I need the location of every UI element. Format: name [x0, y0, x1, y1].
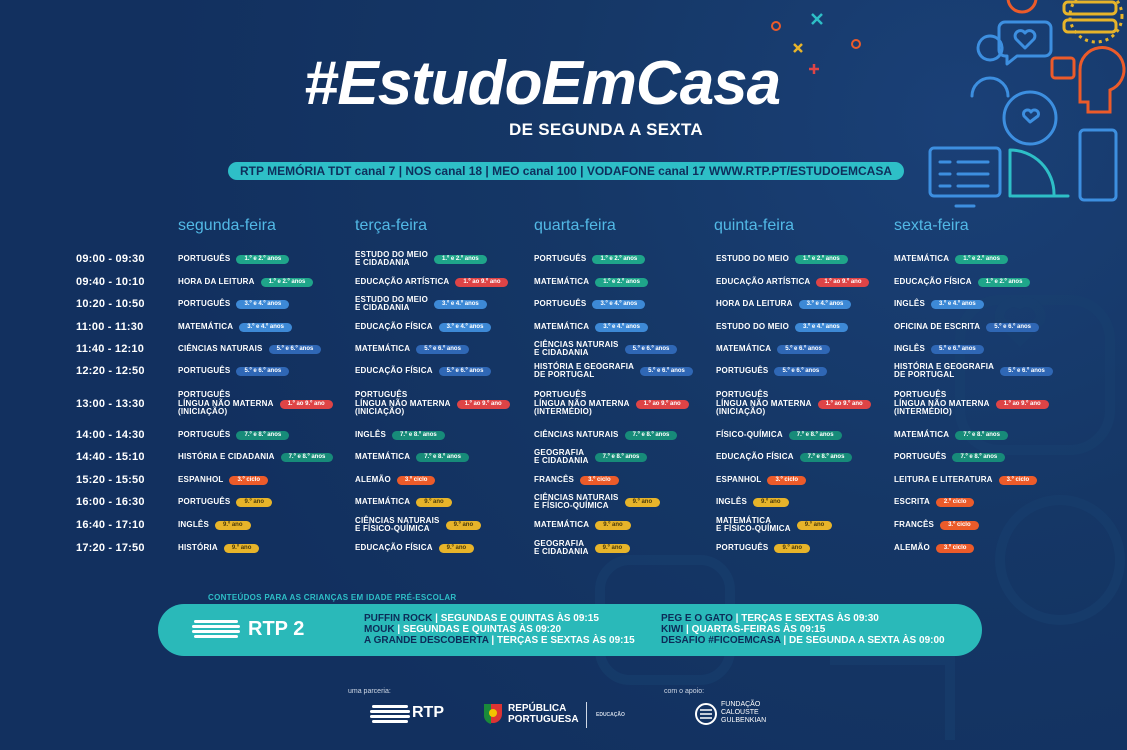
schedule-cell-sexta: [894, 538, 974, 558]
schedule-cell-quinta: [716, 361, 827, 381]
grade-badge: 3.º e 4.º anos: [931, 300, 984, 309]
republic-emblem-icon: [482, 702, 504, 726]
grade-badge: 5.º e 6.º anos: [640, 367, 693, 376]
time-slot: 14:00 - 14:30: [76, 429, 145, 441]
subject-label: MATEMÁTICA: [534, 519, 590, 529]
schedule-cell-segunda: [178, 425, 289, 445]
grade-badge: 5.º e 6.º anos: [774, 367, 827, 376]
grade-badge: 5.º e 6.º anos: [439, 367, 492, 376]
grade-badge: 5.º e 6.º anos: [931, 345, 984, 354]
time-slot: 17:20 - 17:50: [76, 542, 145, 554]
subject-label: ESTUDO DO MEIO: [716, 253, 790, 263]
schedule-cell-sexta: [894, 272, 1030, 292]
schedule-cell-quarta: [534, 317, 648, 337]
subject-label: PORTUGUÊS: [178, 496, 231, 506]
schedule-cell-segunda: [178, 272, 313, 292]
schedule-cell-quinta: [716, 492, 789, 512]
partnership-label: uma parceria:: [348, 688, 391, 695]
schedule-cell-terca: [355, 492, 452, 512]
grade-badge: 3.º ciclo: [999, 476, 1038, 485]
subject-label: PORTUGUÊS: [534, 298, 587, 308]
subject-label: PORTUGUÊS LÍNGUA NÃO MATERNA (INTERMÉDIO): [534, 390, 630, 417]
subject-label: GEOGRAFIA E CIDADANIA: [534, 447, 589, 465]
schedule-cell-quarta: [534, 294, 645, 314]
schedule-cell-sexta: [894, 390, 1049, 417]
schedule-cell-quarta: [534, 538, 630, 558]
subject-label: MATEMÁTICA: [355, 451, 411, 461]
grade-badge: 3.º ciclo: [936, 544, 975, 553]
schedule-cell-quinta: [716, 515, 832, 535]
schedule-cell-terca: [355, 390, 510, 417]
subject-label: EDUCAÇÃO FÍSICA: [894, 276, 972, 286]
schedule-cell-terca: [355, 249, 487, 269]
schedule-cell-quarta: [534, 470, 619, 490]
grade-badge: 3.º e 4.º anos: [236, 300, 289, 309]
time-slot: 14:40 - 15:10: [76, 451, 145, 463]
grade-badge: 1.º e 2.º anos: [434, 255, 487, 264]
schedule-cell-quarta: [534, 447, 647, 467]
page-subtitle: DE SEGUNDA A SEXTA: [509, 120, 703, 139]
footer-divider: [586, 702, 587, 728]
grade-badge: 1.º e 2.º anos: [236, 255, 289, 264]
schedule-cell-segunda: [178, 294, 289, 314]
schedule-cell-segunda: [178, 317, 292, 337]
grade-badge: 9.º ano: [625, 498, 661, 507]
schedule-cell-quinta: [716, 294, 851, 314]
grade-badge: 3.º e 4.º anos: [595, 323, 648, 332]
schedule-cell-quinta: [716, 249, 848, 269]
grade-badge: 9.º ano: [439, 544, 475, 553]
time-slot: 16:00 - 16:30: [76, 496, 145, 508]
grade-badge: 9.º ano: [236, 498, 272, 507]
subject-label: ESTUDO DO MEIO E CIDADANIA: [355, 294, 429, 312]
schedule-cell-terca: [355, 294, 487, 314]
subject-label: HORA DA LEITURA: [178, 276, 255, 286]
grade-badge: 5.º e 6.º anos: [269, 345, 322, 354]
schedule-cell-quarta: [534, 272, 648, 292]
grade-badge: 5.º e 6.º anos: [1000, 367, 1053, 376]
subject-label: EDUCAÇÃO FÍSICA: [716, 451, 794, 461]
schedule-cell-segunda: [178, 492, 272, 512]
day-header-thursday: quinta-feira: [714, 217, 795, 234]
subject-label: EDUCAÇÃO FÍSICA: [355, 542, 433, 552]
schedule-cell-quinta: [716, 317, 848, 337]
grade-badge: 7.º e 8.º anos: [625, 431, 678, 440]
schedule-cell-quarta: [534, 390, 689, 417]
subject-label: PORTUGUÊS LÍNGUA NÃO MATERNA (INTERMÉDIO): [894, 390, 990, 417]
subject-label: MATEMÁTICA E FÍSICO-QUÍMICA: [716, 515, 791, 533]
schedule-cell-terca: [355, 447, 469, 467]
subject-label: HISTÓRIA: [178, 542, 218, 552]
grade-badge: 1.º ao 9.º ano: [636, 400, 689, 409]
grade-badge: 1.º e 2.º anos: [592, 255, 645, 264]
grade-badge: 1.º ao 9.º ano: [457, 400, 510, 409]
subject-label: PORTUGUÊS: [178, 253, 231, 263]
grade-badge: 9.º ano: [774, 544, 810, 553]
schedule-cell-sexta: [894, 294, 984, 314]
subject-label: MATEMÁTICA: [534, 321, 590, 331]
grade-badge: 3.º e 4.º anos: [439, 323, 492, 332]
schedule-cell-sexta: [894, 515, 979, 535]
subject-label: MATEMÁTICA: [894, 253, 950, 263]
grade-badge: 3.º e 4.º anos: [592, 300, 645, 309]
subject-label: ESPANHOL: [178, 474, 224, 484]
subject-label: MATEMÁTICA: [534, 276, 590, 286]
grade-badge: 5.º e 6.º anos: [986, 323, 1039, 332]
grade-badge: 7.º e 8.º anos: [595, 453, 648, 462]
subject-label: PORTUGUÊS: [178, 365, 231, 375]
rtp2-channel-name: RTP 2: [248, 618, 305, 640]
subject-label: ALEMÃO: [355, 474, 391, 484]
subject-label: PORTUGUÊS: [716, 542, 769, 552]
time-slot: 11:40 - 12:10: [76, 343, 145, 355]
grade-badge: 1.º e 2.º anos: [261, 278, 314, 287]
subject-label: HISTÓRIA E CIDADANIA: [178, 451, 275, 461]
schedule-cell-sexta: [894, 492, 974, 512]
preschool-show: PUFFIN ROCK | SEGUNDAS E QUINTAS ÀS 09:15: [364, 613, 599, 624]
subject-label: PORTUGUÊS: [716, 365, 769, 375]
subject-label: HISTÓRIA E GEOGRAFIA DE PORTUGAL: [534, 361, 635, 379]
subject-label: MATEMÁTICA: [178, 321, 234, 331]
subject-label: INGLÊS: [894, 298, 925, 308]
schedule-cell-terca: [355, 515, 481, 535]
time-slot: 10:20 - 10:50: [76, 298, 145, 310]
schedule-cell-quinta: [716, 390, 871, 417]
schedule-cell-sexta: [894, 361, 1053, 381]
subject-label: PORTUGUÊS: [534, 253, 587, 263]
subject-label: OFICINA DE ESCRITA: [894, 321, 981, 331]
grade-badge: 3.º ciclo: [397, 476, 436, 485]
schedule-cell-segunda: [178, 515, 251, 535]
preschool-show: KIWI | QUARTAS-FEIRAS ÀS 09:15: [661, 624, 826, 635]
subject-label: CIÊNCIAS NATURAIS E FÍSICO-QUÍMICA: [534, 492, 619, 510]
grade-badge: 7.º e 8.º anos: [789, 431, 842, 440]
grade-badge: 9.º ano: [215, 521, 251, 530]
grade-badge: 1.º ao 9.º ano: [455, 278, 508, 287]
subject-label: PORTUGUÊS: [178, 298, 231, 308]
grade-badge: 7.º e 8.º anos: [236, 431, 289, 440]
grade-badge: 9.º ano: [416, 498, 452, 507]
grade-badge: 9.º ano: [224, 544, 260, 553]
schedule-cell-sexta: [894, 470, 1037, 490]
grade-badge: 5.º e 6.º anos: [416, 345, 469, 354]
subject-label: CIÊNCIAS NATURAIS E CIDADANIA: [534, 339, 619, 357]
schedule-cell-terca: [355, 317, 491, 337]
schedule-cell-terca: [355, 470, 435, 490]
subject-label: ESTUDO DO MEIO: [716, 321, 790, 331]
grade-badge: 5.º e 6.º anos: [236, 367, 289, 376]
grade-badge: 9.º ano: [797, 521, 833, 530]
subject-label: FÍSICO-QUÍMICA: [716, 429, 783, 439]
subject-label: PORTUGUÊS: [894, 451, 947, 461]
channels-banner: RTP MEMÓRIA TDT canal 7 | NOS canal 18 | MEO canal 100 | VODAFONE canal 17 WWW.RTP.PT/ESTUDOEMCASA: [228, 162, 904, 180]
day-header-wednesday: quarta-feira: [534, 217, 616, 234]
schedule-cell-sexta: [894, 339, 984, 359]
schedule-cell-terca: [355, 361, 491, 381]
schedule-cell-terca: [355, 339, 469, 359]
day-header-monday: segunda-feira: [178, 217, 276, 234]
grade-badge: 1.º ao 9.º ano: [816, 278, 869, 287]
time-slot: 09:40 - 10:10: [76, 276, 145, 288]
day-header-tuesday: terça-feira: [355, 217, 428, 234]
schedule-cell-quinta: [716, 272, 869, 292]
subject-label: MATEMÁTICA: [355, 343, 411, 353]
subject-label: MATEMÁTICA: [355, 496, 411, 506]
grade-badge: 7.º e 8.º anos: [392, 431, 445, 440]
preschool-show: MOUK | SEGUNDAS E QUINTAS ÀS 09:20: [364, 624, 562, 635]
grade-badge: 9.º ano: [446, 521, 482, 530]
grade-badge: 9.º ano: [595, 544, 631, 553]
schedule-cell-segunda: [178, 447, 333, 467]
schedule-cell-terca: [355, 538, 474, 558]
schedule-cell-quarta: [534, 361, 693, 381]
grade-badge: 1.º ao 9.º ano: [996, 400, 1049, 409]
schedule-cell-sexta: [894, 447, 1005, 467]
schedule-cell-quinta: [716, 470, 806, 490]
subject-label: ESTUDO DO MEIO E CIDADANIA: [355, 249, 429, 267]
subject-label: ESPANHOL: [716, 474, 762, 484]
grade-badge: 1.º ao 9.º ano: [280, 400, 333, 409]
grade-badge: 3.º e 4.º anos: [799, 300, 852, 309]
preschool-show: DESAFIO #FICOEMCASA | DE SEGUNDA A SEXTA ÀS 09:00: [661, 635, 945, 646]
subject-label: EDUCAÇÃO ARTÍSTICA: [716, 276, 811, 286]
schedule-cell-sexta: [894, 425, 1008, 445]
rtp-logo-text: RTP: [412, 704, 444, 721]
subject-label: LEITURA E LITERATURA: [894, 474, 993, 484]
gulbenkian-logo-icon: [694, 702, 718, 726]
time-slot: 16:40 - 17:10: [76, 519, 145, 531]
grade-badge: 1.º e 2.º anos: [955, 255, 1008, 264]
grade-badge: 3.º e 4.º anos: [434, 300, 487, 309]
schedule-cell-quinta: [716, 339, 830, 359]
grade-badge: 1.º e 2.º anos: [795, 255, 848, 264]
schedule-cell-quarta: [534, 492, 660, 512]
subject-label: FRANCÊS: [534, 474, 575, 484]
grade-badge: 9.º ano: [595, 521, 631, 530]
subject-label: PORTUGUÊS LÍNGUA NÃO MATERNA (INICIAÇÃO): [355, 390, 451, 417]
grade-badge: 5.º e 6.º anos: [625, 345, 678, 354]
grade-badge: 3.º e 4.º anos: [239, 323, 292, 332]
support-label: com o apoio:: [664, 688, 705, 695]
subject-label: INGLÊS: [355, 429, 386, 439]
subject-label: PORTUGUÊS LÍNGUA NÃO MATERNA (INICIAÇÃO): [178, 390, 274, 417]
grade-badge: 2.º ciclo: [936, 498, 975, 507]
grade-badge: 1.º e 2.º anos: [595, 278, 648, 287]
subject-label: EDUCAÇÃO FÍSICA: [355, 321, 433, 331]
time-slot: 15:20 - 15:50: [76, 474, 145, 486]
subject-label: EDUCAÇÃO ARTÍSTICA: [355, 276, 450, 286]
subject-label: CIÊNCIAS NATURAIS: [178, 343, 263, 353]
preschool-show: PEG E O GATO | TERÇAS E SEXTAS ÀS 09:30: [661, 613, 879, 624]
schedule-cell-segunda: [178, 249, 289, 269]
grade-badge: 5.º e 6.º anos: [777, 345, 830, 354]
grade-badge: 3.º ciclo: [580, 476, 619, 485]
subject-label: CIÊNCIAS NATURAIS E FÍSICO-QUÍMICA: [355, 515, 440, 533]
subject-label: INGLÊS: [178, 519, 209, 529]
grade-badge: 1.º ao 9.º ano: [818, 400, 871, 409]
grade-badge: 1.º e 2.º anos: [978, 278, 1031, 287]
page-title: #EstudoEmCasa: [303, 49, 781, 118]
subject-label: ALEMÃO: [894, 542, 930, 552]
schedule-cell-terca: [355, 272, 508, 292]
time-slot: 11:00 - 11:30: [76, 321, 144, 333]
schedule-cell-quarta: [534, 249, 645, 269]
grade-badge: 7.º e 8.º anos: [281, 453, 334, 462]
fundacao-gulbenkian: FUNDAÇÃO CALOUSTE GULBENKIAN: [721, 701, 767, 724]
subject-label: CIÊNCIAS NATURAIS: [534, 429, 619, 439]
schedule-cell-segunda: [178, 470, 268, 490]
schedule-cell-quinta: [716, 538, 810, 558]
schedule-cell-segunda: [178, 390, 333, 417]
schedule-cell-quarta: [534, 515, 631, 535]
grade-badge: 7.º e 8.º anos: [955, 431, 1008, 440]
subject-label: FRANCÊS: [894, 519, 935, 529]
schedule-cell-quinta: [716, 425, 842, 445]
subject-label: INGLÊS: [716, 496, 747, 506]
day-header-friday: sexta-feira: [894, 217, 969, 234]
schedule-cell-sexta: [894, 317, 1039, 337]
time-slot: 12:20 - 12:50: [76, 365, 145, 377]
time-slot: 09:00 - 09:30: [76, 253, 145, 265]
grade-badge: 3.º ciclo: [229, 476, 268, 485]
grade-badge: 3.º ciclo: [940, 521, 979, 530]
subject-label: MATEMÁTICA: [894, 429, 950, 439]
preschool-show: A GRANDE DESCOBERTA | TERÇAS E SEXTAS ÀS 09:15: [364, 635, 635, 646]
time-slot: 13:00 - 13:30: [76, 398, 145, 410]
grade-badge: 3.º e 4.º anos: [795, 323, 848, 332]
rtp-logo-icon: [192, 617, 244, 643]
subject-label: HISTÓRIA E GEOGRAFIA DE PORTUGAL: [894, 361, 995, 379]
subject-label: GEOGRAFIA E CIDADANIA: [534, 538, 589, 556]
subject-label: HORA DA LEITURA: [716, 298, 793, 308]
schedule-cell-segunda: [178, 538, 259, 558]
subject-label: PORTUGUÊS: [178, 429, 231, 439]
preschool-label: CONTEÚDOS PARA AS CRIANÇAS EM IDADE PRÉ-ESCOLAR: [208, 593, 457, 602]
grade-badge: 7.º e 8.º anos: [952, 453, 1005, 462]
schedule-cell-terca: [355, 425, 445, 445]
subject-label: EDUCAÇÃO FÍSICA: [355, 365, 433, 375]
grade-badge: 9.º ano: [753, 498, 789, 507]
grade-badge: 3.º ciclo: [767, 476, 806, 485]
educacao-label: EDUCAÇÃO: [596, 712, 625, 718]
subject-label: INGLÊS: [894, 343, 925, 353]
rtp-logo-icon: [370, 704, 410, 724]
grade-badge: 7.º e 8.º anos: [416, 453, 469, 462]
subject-label: ESCRITA: [894, 496, 930, 506]
schedule-cell-sexta: [894, 249, 1008, 269]
republica-portuguesa: REPÚBLICA PORTUGUESA: [508, 703, 579, 725]
schedule-cell-quarta: [534, 425, 677, 445]
subject-label: MATEMÁTICA: [716, 343, 772, 353]
schedule-cell-segunda: [178, 339, 321, 359]
schedule-cell-quinta: [716, 447, 852, 467]
grade-badge: 7.º e 8.º anos: [800, 453, 853, 462]
schedule-cell-quarta: [534, 339, 677, 359]
subject-label: PORTUGUÊS LÍNGUA NÃO MATERNA (INICIAÇÃO): [716, 390, 812, 417]
schedule-cell-segunda: [178, 361, 289, 381]
